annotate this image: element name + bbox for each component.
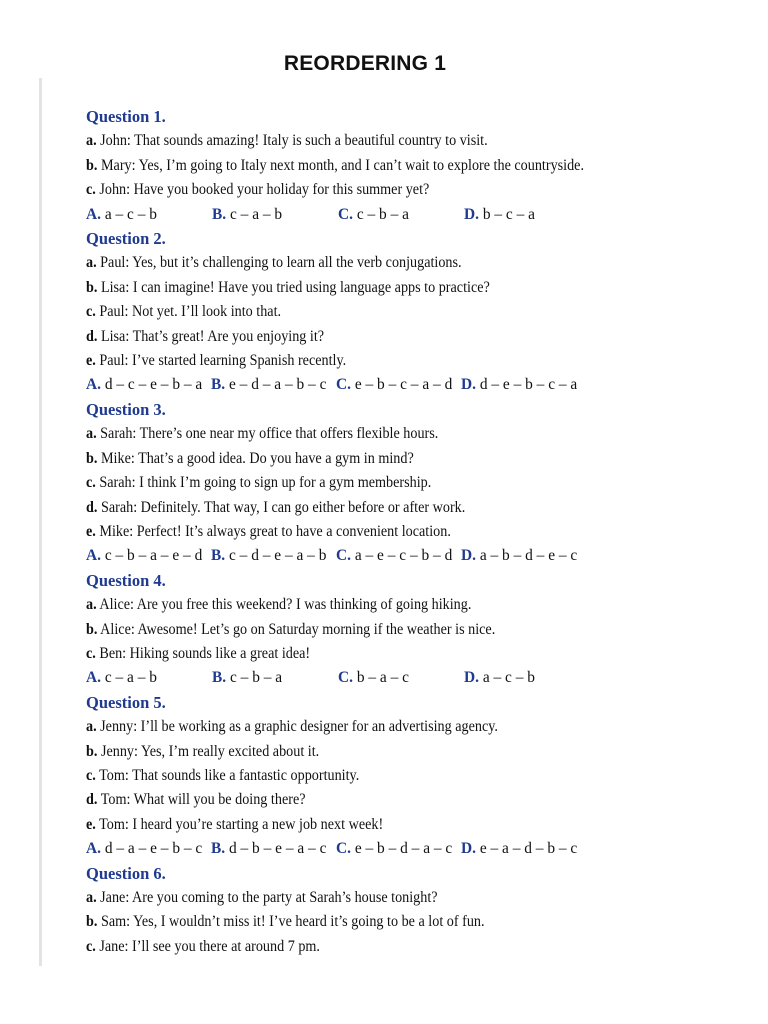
option-letter: D. xyxy=(464,669,479,687)
option-letter: A. xyxy=(86,376,101,394)
answer-option xyxy=(86,544,211,568)
option-text: d – e – b – c – a xyxy=(475,376,578,394)
answer-choices xyxy=(86,666,746,690)
line-letter: b. xyxy=(86,913,98,931)
answer-option xyxy=(212,203,338,227)
option-letter: B. xyxy=(211,840,226,858)
dialogue-line xyxy=(86,422,693,446)
dialogue-line xyxy=(86,935,693,959)
answer-option xyxy=(461,837,601,861)
answer-option xyxy=(336,544,461,568)
line-letter: c. xyxy=(86,181,96,199)
option-text: c – a – b xyxy=(100,669,157,687)
page-title: REORDERING 1 xyxy=(283,52,447,75)
question-heading: Question 5. xyxy=(86,692,166,712)
option-text: b – c – a xyxy=(478,205,535,223)
line-text: John: Have you booked your holiday for this summer yet? xyxy=(95,181,430,199)
line-letter: a. xyxy=(86,132,97,150)
line-letter: a. xyxy=(86,889,97,906)
option-letter: C. xyxy=(338,205,353,223)
line-letter: d. xyxy=(86,498,98,516)
answer-option xyxy=(211,373,336,397)
question-block xyxy=(86,105,746,227)
dialogue-line xyxy=(86,593,693,617)
dialogue-line xyxy=(86,715,693,739)
line-text: Alice: Awesome! Let’s go on Saturday morning if the weather is nice. xyxy=(97,620,496,638)
line-letter: a. xyxy=(86,718,97,736)
question-block xyxy=(86,691,746,862)
option-text: c – b – a – e – d xyxy=(100,547,203,565)
line-letter: a. xyxy=(86,254,97,272)
option-text: c – b – a xyxy=(352,205,409,223)
line-letter: c. xyxy=(86,303,96,321)
line-letter: c. xyxy=(86,644,96,662)
dialogue-line xyxy=(86,129,693,153)
line-letter: d. xyxy=(86,327,98,345)
line-letter: b. xyxy=(86,742,98,760)
line-text: Sarah: Definitely. That way, I can go either before or after work. xyxy=(97,498,466,516)
option-text: e – b – d – a – c xyxy=(350,840,453,858)
line-letter: b. xyxy=(86,620,98,638)
page-margin-rule xyxy=(39,78,42,966)
option-text: d – a – e – b – c xyxy=(100,840,203,858)
dialogue-line xyxy=(86,886,693,910)
line-text: Tom: That sounds like a fantastic opportunity. xyxy=(95,766,360,784)
option-text: a – c – b xyxy=(478,669,535,687)
dialogue-line xyxy=(86,642,693,666)
option-text: a – e – c – b – d xyxy=(350,547,453,565)
answer-option xyxy=(212,666,338,690)
option-letter: D. xyxy=(461,840,476,858)
answer-option xyxy=(211,837,336,861)
line-text: Mike: That’s a good idea. Do you have a gym in mind? xyxy=(97,449,414,467)
question-block xyxy=(86,862,746,960)
line-text: Ben: Hiking sounds like a great idea! xyxy=(95,644,311,662)
option-text: a – b – d – e – c xyxy=(475,547,578,565)
line-text: Lisa: That’s great! Are you enjoying it? xyxy=(97,327,325,345)
option-text: c – b – a xyxy=(226,669,283,687)
answer-choices xyxy=(86,203,746,227)
line-text: Sarah: There’s one near my office that offers flexible hours. xyxy=(96,425,439,443)
question-heading: Question 4. xyxy=(86,570,166,590)
dialogue-line xyxy=(86,251,693,275)
option-text: b – a – c xyxy=(352,669,409,687)
line-letter: a. xyxy=(86,596,97,614)
answer-option xyxy=(86,203,212,227)
line-letter: b. xyxy=(86,278,98,296)
question-block xyxy=(86,398,746,569)
question-heading: Question 6. xyxy=(86,863,166,883)
option-text: a – c – b xyxy=(100,205,157,223)
answer-option xyxy=(461,373,601,397)
dialogue-line xyxy=(86,276,693,300)
option-letter: C. xyxy=(336,376,351,394)
line-letter: e. xyxy=(86,522,96,540)
line-text: Alice: Are you free this weekend? I was thinking of going hiking. xyxy=(96,596,472,614)
option-letter: A. xyxy=(86,840,101,858)
option-text: e – d – a – b – c xyxy=(225,376,327,394)
dialogue-line xyxy=(86,788,693,812)
question-heading: Question 3. xyxy=(86,399,166,419)
line-letter: e. xyxy=(86,815,96,833)
dialogue-line xyxy=(86,813,693,837)
option-letter: B. xyxy=(212,205,227,223)
question-heading: Question 1. xyxy=(86,107,166,126)
line-text: Sarah: I think I’m going to sign up for a gym membership. xyxy=(95,474,432,492)
line-text: Jane: Are you coming to the party at Sarah’s house tonight? xyxy=(96,889,438,906)
dialogue-line xyxy=(86,520,693,544)
dialogue-line xyxy=(86,349,693,373)
question-block xyxy=(86,227,746,398)
option-letter: D. xyxy=(464,205,479,223)
answer-option xyxy=(464,203,584,227)
dialogue-line xyxy=(86,496,693,520)
option-letter: D. xyxy=(461,376,476,394)
question-block xyxy=(86,569,746,691)
answer-option xyxy=(211,544,336,568)
dialogue-line xyxy=(86,618,693,642)
answer-option xyxy=(338,666,464,690)
line-letter: e. xyxy=(86,352,96,370)
option-text: e – b – c – a – d xyxy=(350,376,453,394)
option-letter: B. xyxy=(211,547,226,565)
option-letter: C. xyxy=(336,547,351,565)
option-text: e – a – d – b – c xyxy=(475,840,578,858)
option-letter: D. xyxy=(461,547,476,565)
question-heading: Question 2. xyxy=(86,229,166,249)
line-text: Tom: I heard you’re starting a new job next week! xyxy=(95,815,384,833)
answer-choices xyxy=(86,373,746,397)
option-letter: C. xyxy=(338,669,353,687)
dialogue-line xyxy=(86,910,693,934)
dialogue-line xyxy=(86,325,693,349)
dialogue-line xyxy=(86,154,693,178)
dialogue-line xyxy=(86,764,693,788)
line-letter: b. xyxy=(86,449,98,467)
answer-option xyxy=(338,203,464,227)
line-text: Tom: What will you be doing there? xyxy=(97,791,306,809)
answer-option xyxy=(336,373,461,397)
line-letter: c. xyxy=(86,766,96,784)
option-letter: B. xyxy=(212,669,227,687)
dialogue-line xyxy=(86,471,693,495)
line-letter: d. xyxy=(86,791,98,809)
dialogue-line xyxy=(86,447,693,471)
answer-option xyxy=(336,837,461,861)
line-letter: b. xyxy=(86,156,98,174)
line-text: Sam: Yes, I wouldn’t miss it! I’ve heard it’s going to be a lot of fun. xyxy=(97,913,485,931)
option-letter: A. xyxy=(86,547,101,565)
dialogue-line xyxy=(86,300,693,324)
answer-choices xyxy=(86,544,746,568)
line-text: Paul: Not yet. I’ll look into that. xyxy=(95,303,282,321)
option-letter: A. xyxy=(86,669,101,687)
option-letter: A. xyxy=(86,205,101,223)
line-text: Jenny: Yes, I’m really excited about it. xyxy=(97,742,320,760)
option-text: c – d – e – a – b xyxy=(225,547,327,565)
line-text: Paul: Yes, but it’s challenging to learn all the verb conjugations. xyxy=(96,254,462,272)
answer-option xyxy=(86,373,211,397)
line-letter: a. xyxy=(86,425,97,443)
line-text: Mike: Perfect! It’s always great to have a convenient location. xyxy=(95,522,451,540)
answer-option xyxy=(86,666,212,690)
answer-option xyxy=(86,837,211,861)
answer-choices xyxy=(86,837,746,861)
line-text: Mary: Yes, I’m going to Italy next month, and I can’t wait to explore the countryside. xyxy=(97,156,585,174)
option-text: d – b – e – a – c xyxy=(225,840,327,858)
line-text: Lisa: I can imagine! Have you tried using language apps to practice? xyxy=(97,278,490,296)
dialogue-line xyxy=(86,178,693,202)
option-text: c – a – b xyxy=(226,205,283,223)
option-text: d – c – e – b – a xyxy=(100,376,203,394)
dialogue-line xyxy=(86,740,693,764)
line-letter: c. xyxy=(86,937,96,955)
line-text: Jenny: I’ll be working as a graphic designer for an advertising agency. xyxy=(96,718,498,736)
answer-option xyxy=(464,666,584,690)
line-text: Jane: I’ll see you there at around 7 pm. xyxy=(95,937,320,955)
answer-option xyxy=(461,544,601,568)
line-text: John: That sounds amazing! Italy is such a beautiful country to visit. xyxy=(96,132,488,150)
question-list xyxy=(86,105,746,959)
line-text: Paul: I’ve started learning Spanish recently. xyxy=(95,352,347,370)
line-letter: c. xyxy=(86,474,96,492)
option-letter: B. xyxy=(211,376,226,394)
option-letter: C. xyxy=(336,840,351,858)
